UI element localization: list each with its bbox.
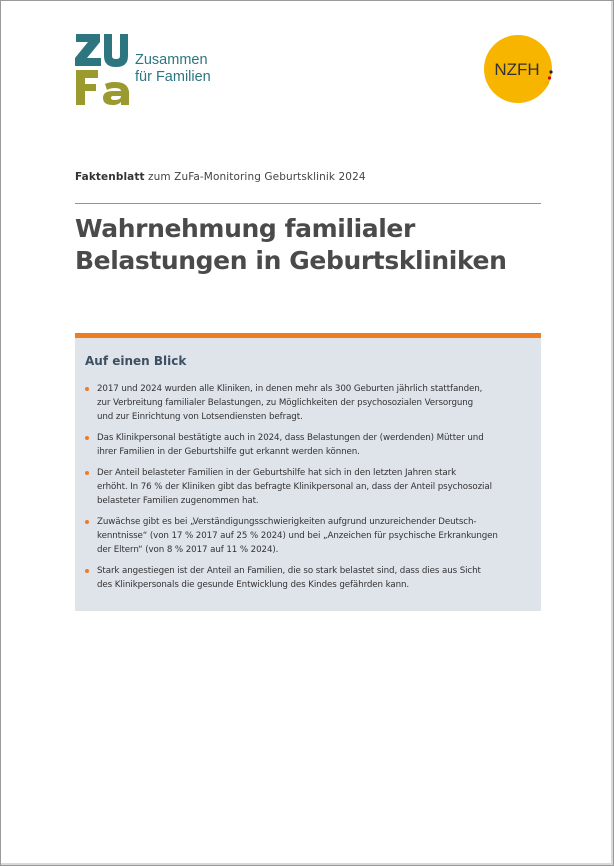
- kicker-bold: Faktenblatt: [75, 171, 145, 183]
- summary-point-line: Der Anteil belasteter Familien in der Geburtshilfe hat sich in den letzten Jahren stark: [97, 468, 457, 478]
- summary-heading: Auf einen Blick: [85, 354, 187, 368]
- summary-point-line: belasteter Familien zugenommen hat.: [97, 496, 259, 506]
- summary-point-line: und zur Einrichtung von Lotsendiensten befragt.: [97, 412, 303, 422]
- document-kicker: [75, 171, 545, 183]
- summary-point-line: Stark angestiegen ist der Anteil an Familien, die so stark belastet sind, dass dies aus Sicht: [97, 566, 481, 576]
- title-line-1: Wahrnehmung familialer: [75, 214, 415, 243]
- summary-point-line: zur Verbreitung familialer Belastungen, zu Möglichkeiten der psychosozialen Versorgung: [97, 398, 474, 408]
- summary-point-line: Zuwächse gibt es bei „Verständigungsschwierigkeiten aufgrund unzureichender Deutsch-: [97, 517, 477, 527]
- summary-point: [85, 431, 525, 459]
- zufa-logo-text: [135, 52, 211, 86]
- summary-point-line: Das Klinikpersonal bestätigte auch in 2024, dass Belastungen der (werdenden) Mütter und: [97, 433, 484, 443]
- bullet-icon: [85, 471, 89, 475]
- title-line-2: Belastungen in Geburtskliniken: [75, 246, 507, 275]
- bullet-icon: [85, 387, 89, 391]
- summary-point-line: kenntnisse“ (von 17 % 2017 auf 25 % 2024) und bei „Anzeichen für psychische Erkrankungen: [97, 531, 498, 541]
- zufa-logo-mark: [75, 32, 133, 106]
- nzfh-logo-text: NZFH: [494, 60, 540, 79]
- summary-box: [75, 333, 541, 611]
- summary-point-line: des Klinikpersonals die gesunde Entwicklung des Kindes gefährden kann.: [97, 580, 410, 590]
- nzfh-logo: [483, 32, 557, 106]
- summary-point-line: der Eltern“ (von 8 % 2017 auf 11 % 2024).: [97, 545, 279, 555]
- summary-point-line: erhöht. In 76 % der Kliniken gibt das befragte Klinikpersonal an, dass der Anteil psychosozial: [97, 482, 492, 492]
- zufa-logo-line1: Zusammen: [135, 52, 208, 68]
- summary-point: [85, 515, 525, 557]
- summary-point: [85, 382, 525, 424]
- kicker-rest: zum ZuFa-Monitoring Geburtsklinik 2024: [144, 171, 366, 183]
- bullet-icon: [85, 520, 89, 524]
- document-title: [75, 213, 545, 277]
- bullet-icon: [85, 569, 89, 573]
- summary-point: [85, 466, 525, 508]
- accent-divider: [75, 203, 541, 204]
- summary-list: [85, 382, 525, 599]
- zufa-logo: [75, 32, 215, 106]
- bullet-icon: [85, 436, 89, 440]
- summary-point: [85, 564, 525, 592]
- summary-point-line: 2017 und 2024 wurden alle Kliniken, in denen mehr als 300 Geburten jährlich stattfanden,: [97, 384, 483, 394]
- summary-point-line: ihrer Familien in der Geburtshilfe gut erkannt werden können.: [97, 447, 360, 457]
- zufa-logo-line2: für Familien: [135, 69, 211, 85]
